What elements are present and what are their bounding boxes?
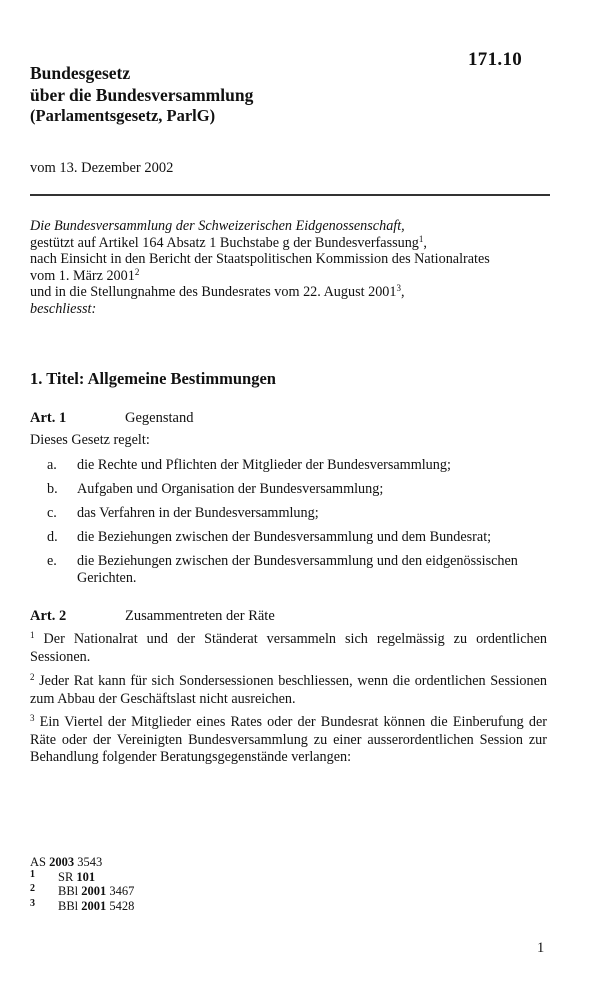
law-title-line1: Bundesgesetz [30, 63, 131, 83]
paragraph-text: Jeder Rat kann für sich Sondersessionen beschliessen, wenn die ordentlichen Sessionen zum Abbau der Geschäftslast nicht ausreichen. [30, 673, 548, 707]
preamble-line-text: und in die Stellungnahme des Bundesrates vom 22. August 2001 [30, 284, 397, 301]
preamble-resolves: beschliesst: [30, 300, 97, 317]
page-number: 1 [537, 940, 545, 956]
list-item-text: die Beziehungen zwischen der Bundesversammlung und dem Bundesrat; [77, 529, 492, 545]
article-1-heading [30, 410, 193, 427]
footnote-rest: 5428 [109, 898, 135, 913]
law-title [30, 62, 430, 106]
sr-number: 171.10 [468, 49, 523, 70]
list-marker: b. [47, 481, 58, 497]
footnote-ref[interactable]: 3 [396, 283, 401, 294]
preamble-line [30, 268, 555, 285]
preamble [30, 218, 555, 318]
article-number: Art. 2 [30, 608, 67, 624]
article-title: Gegenstand [125, 410, 194, 426]
preamble-punct: , [400, 284, 405, 301]
preamble-line: nach Einsicht in den Bericht der Staatspolitischen Kommission des Nationalrates [30, 251, 490, 268]
footnote-rest: 3467 [109, 884, 135, 898]
preamble-line [30, 235, 555, 252]
paragraph-number: 3 [30, 713, 35, 723]
preamble-line-text: gestützt auf Artikel 164 Absatz 1 Buchstabe g der Bundesverfassung [30, 234, 419, 251]
list-item [30, 553, 550, 593]
list-item-text: das Verfahren in der Bundesversammlung; [77, 505, 319, 521]
footnote-ref[interactable]: 1 [418, 233, 424, 244]
footnote-text [58, 870, 95, 884]
list-marker: d. [47, 529, 58, 545]
list-item-text: Aufgaben und Organisation der Bundesversammlung; [77, 481, 384, 497]
list-item [30, 457, 550, 481]
footnote-bold: 101 [76, 869, 96, 884]
section-title: 1. Titel: Allgemeine Bestimmungen [30, 369, 276, 388]
footnote [30, 897, 135, 914]
footnote-bold: 2001 [81, 898, 107, 913]
paragraph-number: 2 [30, 672, 35, 682]
footnote-prefix: SR [58, 869, 74, 884]
footnote [30, 883, 135, 899]
paragraph-number: 1 [30, 630, 35, 640]
list-item-text: die Beziehungen zwischen der Bundesversammlung und den eidgenössischen Gerichten. [77, 553, 518, 586]
footnote-ref[interactable]: 2 [134, 266, 140, 277]
footnote-prefix: BBl [58, 898, 79, 913]
header-divider [30, 194, 550, 196]
paragraph-text: Der Nationalrat und der Ständerat versammeln sich regelmässig zu ordentlichen Sessionen. [30, 631, 547, 665]
list-item [30, 481, 550, 505]
paragraph-text: Ein Viertel der Mitglieder eines Rates oder der Bundesrat können die Einberufung der Räte oder der Vereinigten Bundesversammlung zu einer ausserordentlichen Session zur Behandlung folgender Beratungsgegenstände verlangen: [30, 714, 548, 765]
footnote-prefix: BBl [58, 884, 79, 898]
footnote-bold: 2001 [81, 884, 107, 898]
footnote-text [58, 884, 134, 898]
footnote-key: 3 [30, 897, 35, 909]
article-2-heading [30, 608, 275, 625]
article-2-paragraph-3 [30, 714, 547, 767]
footnote-text [58, 899, 134, 913]
as-year: 2003 [49, 855, 75, 869]
preamble-line [30, 284, 555, 301]
as-page: 3543 [77, 855, 103, 869]
footnote [30, 870, 102, 885]
official-collection-ref [30, 855, 102, 870]
list-item [30, 505, 550, 529]
preamble-line-text: vom 1. März 2001 [30, 267, 135, 284]
list-marker: c. [47, 505, 57, 521]
list-item-text: die Rechte und Pflichten der Mitglieder der Bundesversammlung; [77, 457, 451, 473]
preamble-intro: Die Bundesversammlung der Schweizerischen Eidgenossenschaft, [30, 218, 405, 234]
article-2-paragraph-2 [30, 673, 547, 708]
footnotes [30, 855, 135, 913]
law-date: vom 13. Dezember 2002 [30, 160, 174, 176]
article-title: Zusammentreten der Räte [125, 608, 275, 624]
list-marker: a. [47, 457, 57, 473]
as-prefix: AS [30, 855, 46, 869]
list-item [30, 529, 550, 553]
preamble-punct: , [423, 234, 427, 251]
footnote-key: 1 [30, 868, 35, 880]
article-1-intro: Dieses Gesetz regelt: [30, 432, 150, 448]
article-number: Art. 1 [30, 410, 67, 426]
law-title-line2: über die Bundesversammlung [30, 85, 254, 105]
law-subtitle: (Parlamentsgesetz, ParlG) [30, 106, 216, 125]
article-1-list [30, 457, 550, 593]
footnote-key: 2 [30, 883, 35, 894]
article-2-paragraph-1 [30, 631, 547, 666]
list-marker: e. [47, 553, 57, 569]
